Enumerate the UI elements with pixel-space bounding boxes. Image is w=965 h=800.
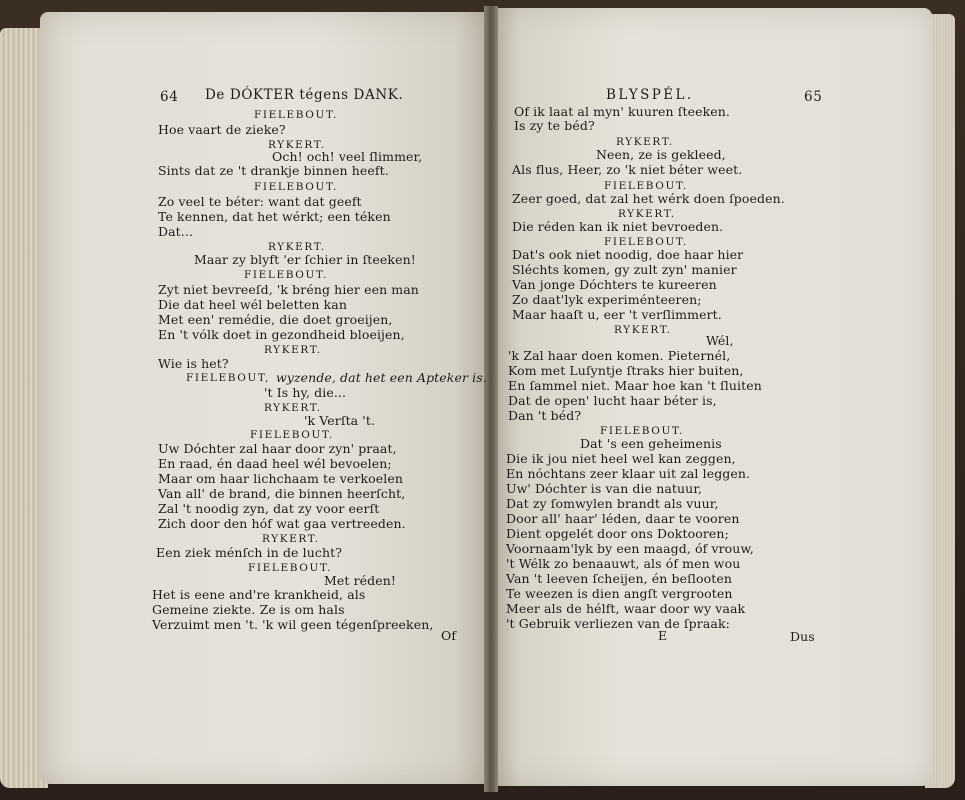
verse-line: Van jonge Dóchters te kureeren (512, 277, 717, 292)
signature-mark: E (658, 628, 668, 643)
verse-line: Die ik jou niet heel wel kan zeggen, (506, 451, 736, 466)
verse-line: Kom met Luſyntje ſtraks hier buiten, (508, 363, 744, 378)
speaker-label: FIELEBOUT. (248, 562, 332, 574)
verse-line: En nóchtans zeer klaar uit zal leggen. (506, 466, 751, 481)
speaker-label: FIELEBOUT. (254, 109, 338, 121)
verse-line: Verzuimt men 't. 'k wil geen tégenſpreeken, (152, 617, 434, 632)
verse-line: Wie is het? (158, 356, 229, 371)
verse-line: Die dat heel wél beletten kan (158, 297, 347, 312)
verse-line: Is zy te béd? (514, 118, 595, 133)
verse-line: En raad, én daad heel wél bevoelen; (158, 456, 392, 471)
book-gutter (484, 6, 498, 792)
stage-direction: wyzende, dat het een Apteker is. (276, 370, 487, 385)
verse-line: Door all' haar' léden, daar te vooren (506, 511, 740, 526)
verse-line: Het is eene and're krankheid, als (152, 587, 366, 602)
verse-line: 'k Zal haar doen komen. Pieternél, (508, 348, 731, 363)
verse-line: Maar om haar lichchaam te verkoelen (158, 471, 404, 486)
verse-line: Hoe vaart de zieke? (158, 122, 286, 137)
speaker-label: RYKERT. (268, 241, 326, 253)
verse-line: Die réden kan ik niet bevroeden. (512, 219, 724, 234)
verse-line: Dat's ook niet noodig, doe haar hier (512, 247, 744, 262)
verse-line: Zo veel te béter: want dat geeft (158, 194, 362, 209)
verse-line: Sléchts komen, gy zult zyn' manier (512, 262, 737, 277)
verse-line: Met een' remédie, die doet groeijen, (158, 312, 393, 327)
verse-line: 'k Verſta 't. (304, 413, 376, 428)
speaker-label: FIELEBOUT. (250, 429, 334, 441)
verse-line: Wél, (706, 333, 734, 348)
page-number-left: 64 (160, 89, 179, 105)
verse-line: Maar zy blyft 'er ſchier in ſteeken! (194, 252, 416, 267)
speaker-label: FIELEBOUT. (604, 180, 688, 192)
catchword-left: Of (441, 628, 457, 643)
verse-line: Met réden! (324, 573, 397, 588)
page-number-right: 65 (804, 89, 823, 105)
verse-line: Van 't leeven ſcheijen, én beſlooten (506, 571, 732, 586)
verse-line: Dat de open' lucht haar béter is, (508, 393, 717, 408)
verse-line: 't Gebruik verliezen van de ſpraak: (506, 616, 730, 631)
verse-line: 't Is hy, die... (264, 385, 347, 400)
running-head-left: De DÓKTER tégens DANK. (205, 87, 404, 103)
verse-line: Neen, ze is gekleed, (596, 147, 726, 162)
verse-line: Zo daat'lyk experiménteeren; (512, 292, 702, 307)
verse-line: Of ik laat al myn' kuuren ſteeken. (514, 104, 731, 119)
speaker-label: FIELEBOUT. (604, 236, 688, 248)
verse-line: Dat zy ſomwylen brandt als vuur, (506, 496, 719, 511)
speaker-label: FIELEBOUT. (254, 181, 338, 193)
verse-line: Voornaam'lyk by een maagd, óf vrouw, (506, 541, 754, 556)
verse-line: Maar haaſt u, eer 't verſlimmert. (512, 307, 722, 322)
verse-line: Gemeine ziekte. Ze is om hals (152, 602, 345, 617)
verse-line: Uw Dóchter zal haar door zyn' praat, (158, 441, 397, 456)
speaker-label: RYKERT. (618, 208, 676, 220)
verse-line: Dat 's een geheimenis (580, 436, 722, 451)
verse-line: Och! och! veel ſlimmer, (272, 149, 423, 164)
speaker-label: RYKERT. (264, 402, 322, 414)
verse-line: En 't vólk doet in gezondheid bloeijen, (158, 327, 405, 342)
verse-line: Dient opgelét door ons Doktooren; (506, 526, 729, 541)
verse-line: Zeer goed, dat zal het wérk doen ſpoeden. (512, 191, 785, 206)
verse-line: 't Wélk zo benaauwt, als óf men wou (506, 556, 741, 571)
verse-line: Sints dat ze 't drankje binnen heeft. (158, 163, 389, 178)
catchword-right: Dus (790, 629, 815, 644)
verse-line: Een ziek ménſch in de lucht? (156, 545, 343, 560)
verse-line: Te kennen, dat het wérkt; een téken (158, 209, 391, 224)
verse-line: Dan 't béd? (508, 408, 582, 423)
verse-line: Uw' Dóchter is van die natuur, (506, 481, 703, 496)
verse-line: Meer als de hélft, waar door wy vaak (506, 601, 746, 616)
verse-line: Van all' de brand, die binnen heerſcht, (158, 486, 406, 501)
verse-line: Zyt niet bevreeſd, 'k bréng hier een man (158, 282, 419, 297)
verse-line: Als flus, Heer, zo 'k niet béter weet. (512, 162, 743, 177)
verse-line: En ſammel niet. Maar hoe kan 't ſluiten (508, 378, 762, 393)
verse-line: Dat... (158, 224, 194, 239)
running-head-right: BLYSPÉL. (606, 87, 694, 103)
verse-line: Zal 't noodig zyn, dat zy voor eerſt (158, 501, 380, 516)
speaker-label: RYKERT. (262, 533, 320, 545)
verse-line: Zich door den hóf wat gaa vertreeden. (158, 516, 406, 531)
speaker-label: FIELEBOUT. (244, 269, 328, 281)
verse-line: Te weezen is dien angſt vergrooten (506, 586, 733, 601)
speaker-label: RYKERT. (614, 324, 672, 336)
speaker-label: FIELEBOUT. (600, 425, 684, 437)
speaker-label: RYKERT. (268, 139, 326, 151)
speaker-label: FIELEBOUT, (186, 372, 270, 384)
speaker-label: RYKERT. (616, 136, 674, 148)
speaker-label: RYKERT. (264, 344, 322, 356)
